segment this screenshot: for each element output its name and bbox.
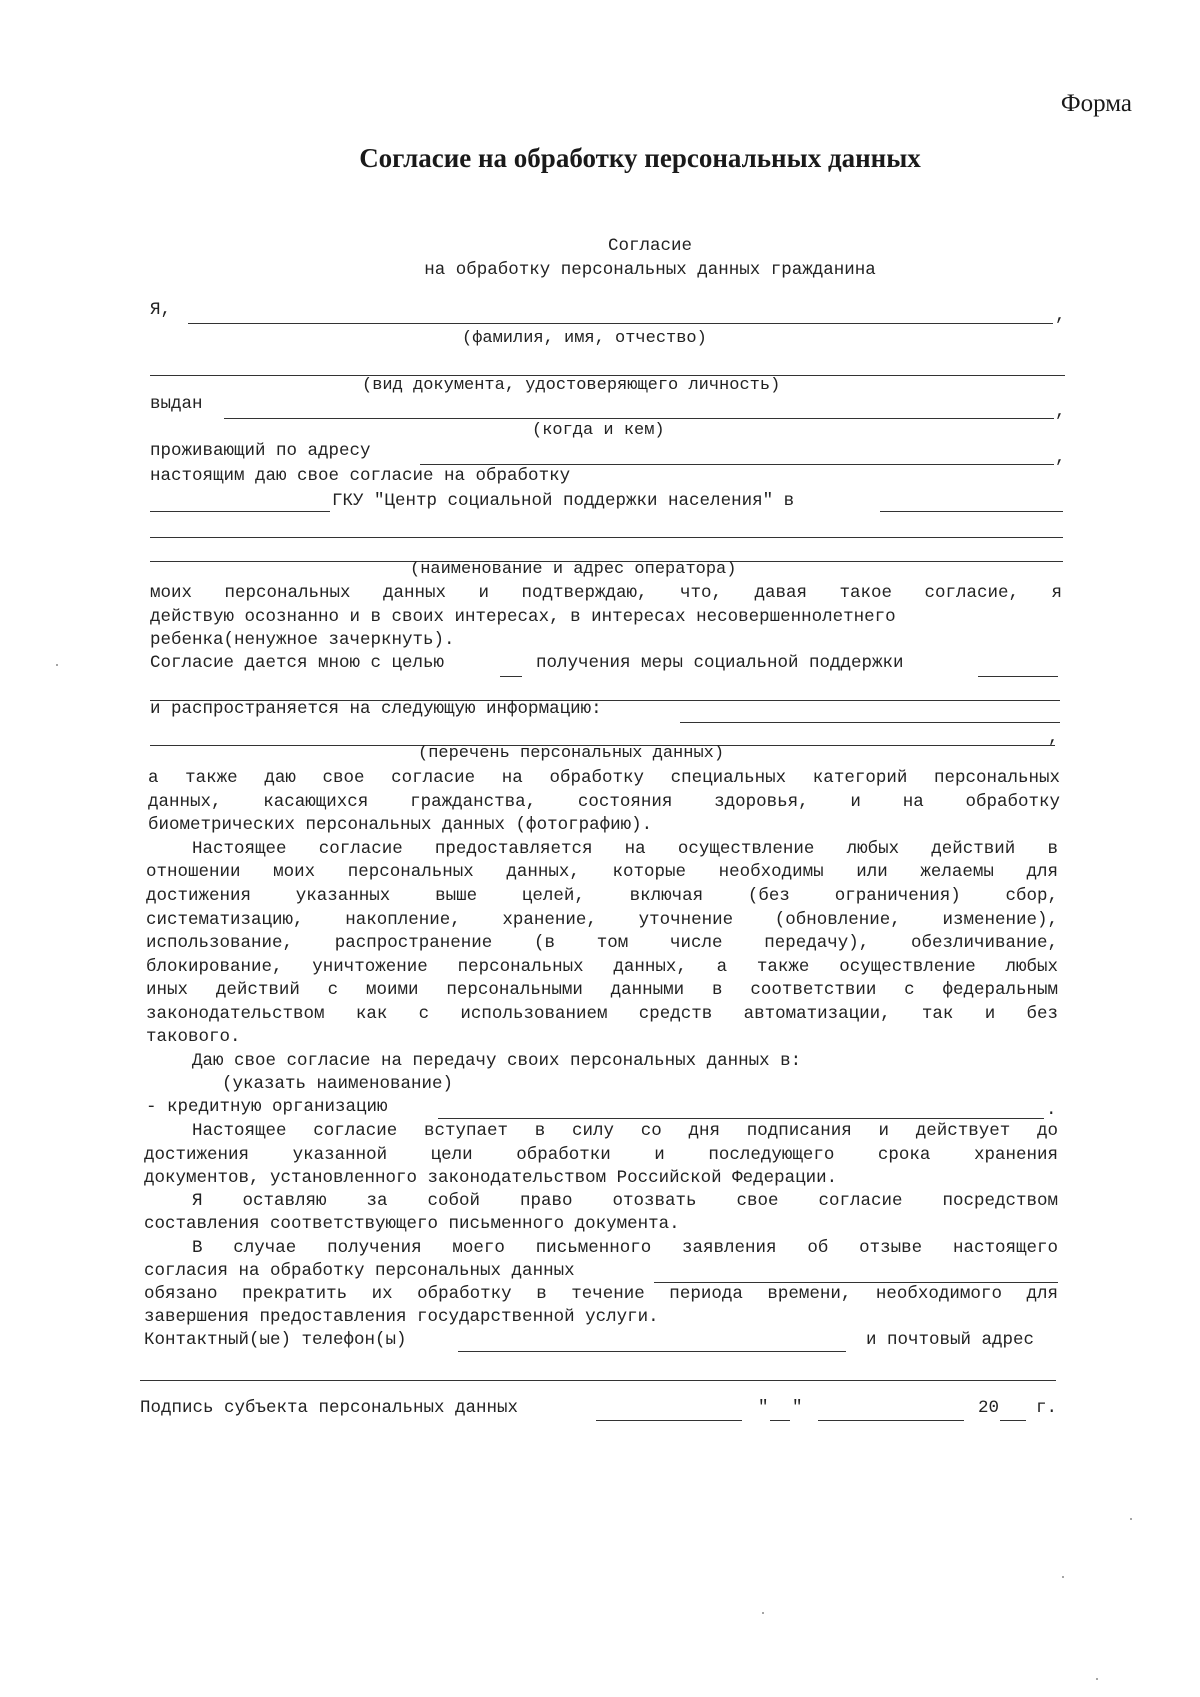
year-suffix: г. <box>1036 1398 1058 1418</box>
para3-line1: Настоящее согласие предоставляется на осуществление любых действий в <box>192 839 1058 859</box>
para3-line8: законодательством как с использованием средств автоматизации, так и без <box>146 1004 1058 1024</box>
scan-speck <box>762 1612 764 1614</box>
operator-suffix-line[interactable] <box>880 511 1063 512</box>
address-label: проживающий по адресу <box>150 441 371 461</box>
issued-hint: (когда и кем) <box>532 421 665 440</box>
address-input-line[interactable] <box>420 464 1054 465</box>
scan-speck <box>1096 1678 1098 1680</box>
consent-heading: Согласие <box>607 236 692 256</box>
purpose-blank[interactable] <box>500 676 522 677</box>
para3-line2: отношении моих персональных данных, которые необходимы или желаемы для <box>146 862 1058 882</box>
document-hint: (вид документа, удостоверяющего личность) <box>362 376 781 395</box>
para5-line2: составления соответствующего письменного документа. <box>144 1214 680 1234</box>
purpose-tail-line[interactable] <box>978 676 1058 677</box>
postal-label: и почтовый адрес <box>866 1330 1035 1350</box>
date-quote-open: " <box>758 1398 769 1418</box>
purpose-text: получения меры социальной поддержки <box>536 653 904 673</box>
scan-speck <box>1130 1518 1132 1520</box>
credit-period: . <box>1046 1100 1057 1120</box>
para3-line3: достижения указанных выше целей, включая (без ограничения) сбор, <box>146 886 1058 906</box>
info-hint: (перечень персональных данных) <box>418 744 725 763</box>
purpose-label: Согласие дается мною с целью <box>150 653 445 673</box>
para6-line3: обязано прекратить их обработку в течение периода времени, необходимого для <box>144 1284 1058 1304</box>
para4-line1: Настоящее согласие вступает в силу со дня подписания и действует до <box>192 1121 1058 1141</box>
consent-subheading: на обработку персональных данных гражданина <box>424 260 876 280</box>
phone-input-line[interactable] <box>458 1351 846 1352</box>
para3-line7: иных действий с моими персональными данными в соответствии с федеральным <box>146 980 1058 1000</box>
para1-line3: ребенка(ненужное зачеркнуть). <box>150 630 455 650</box>
i-label: Я, <box>150 300 172 320</box>
para4-line3: документов, установленного законодательством Российской Федерации. <box>144 1168 838 1188</box>
info-label: и распространяется на следующую информацию: <box>150 699 602 719</box>
fio-input-line[interactable] <box>188 323 1053 324</box>
para2-line2: данных, касающихся гражданства, состояния здоровья, и на обработку <box>148 792 1060 812</box>
scan-speck <box>1062 1576 1064 1578</box>
para3-line5: использование, распространение (в том числе передачу), обезличивание, <box>146 933 1058 953</box>
operator-prefix-line[interactable] <box>150 511 330 512</box>
para6-line4: завершения предоставления государственной услуги. <box>144 1307 659 1327</box>
form-label: Форма <box>1060 90 1132 117</box>
year-prefix: 20 <box>978 1398 1000 1418</box>
month-input-line[interactable] <box>818 1420 964 1421</box>
para6-line1: В случае получения моего письменного заявления об отзыве настоящего <box>192 1238 1058 1258</box>
para5-line1: Я оставляю за собой право отозвать свое согласие посредством <box>192 1191 1058 1211</box>
fio-hint: (фамилия, имя, отчество) <box>462 329 707 348</box>
para4-line2: достижения указанной цели обработки и последующего срока хранения <box>144 1145 1058 1165</box>
transfer-hint: (указать наименование) <box>222 1074 454 1094</box>
scan-speck <box>56 664 58 666</box>
date-quote-close: " <box>792 1398 803 1418</box>
issued-input-line[interactable] <box>224 418 1054 419</box>
operator-line-2[interactable] <box>150 537 1063 538</box>
consent-line: настоящим даю свое согласие на обработку <box>150 466 571 486</box>
para3-line9: такового. <box>146 1027 241 1047</box>
transfer-line: Даю свое согласие на передачу своих персональных данных в: <box>192 1051 802 1071</box>
issued-comma: , <box>1055 402 1066 422</box>
para1-line1: моих персональных данных и подтверждаю, что, давая такое согласие, я <box>150 583 1062 603</box>
page-title: Согласие на обработку персональных данных <box>359 143 921 173</box>
credit-input-line[interactable] <box>438 1118 1044 1119</box>
fio-comma: , <box>1055 306 1066 326</box>
operator-text: ГКУ "Центр социальной поддержки населения" в <box>332 491 795 511</box>
signature-input-line[interactable] <box>596 1420 742 1421</box>
credit-label: - кредитную организацию <box>146 1097 388 1117</box>
para2-line3: биометрических персональных данных (фотографию). <box>148 815 653 835</box>
para3-line6: блокирование, уничтожение персональных данных, а также осуществление любых <box>146 957 1058 977</box>
address-comma: , <box>1055 448 1066 468</box>
issued-label: выдан <box>150 394 203 414</box>
info-comma: , <box>1048 728 1059 748</box>
para6-line2: согласия на обработку персональных данных <box>144 1261 575 1281</box>
para3-line4: систематизацию, накопление, хранение, уточнение (обновление, изменение), <box>146 910 1058 930</box>
signature-label: Подпись субъекта персональных данных <box>140 1398 519 1418</box>
postal-input-line[interactable] <box>140 1380 1056 1381</box>
day-input-line[interactable] <box>770 1420 790 1421</box>
year-input-line[interactable] <box>1000 1420 1026 1421</box>
contact-label: Контактный(ые) телефон(ы) <box>144 1330 407 1350</box>
operator-hint: (наименование и адрес оператора) <box>410 560 737 579</box>
revocation-operator-line[interactable] <box>654 1282 1058 1283</box>
para1-line2: действую осознанно и в своих интересах, в интересах несовершеннолетнего <box>150 607 896 627</box>
info-input-line[interactable] <box>680 722 1060 723</box>
para2-line1: а также даю свое согласие на обработку специальных категорий персональных <box>148 768 1060 788</box>
